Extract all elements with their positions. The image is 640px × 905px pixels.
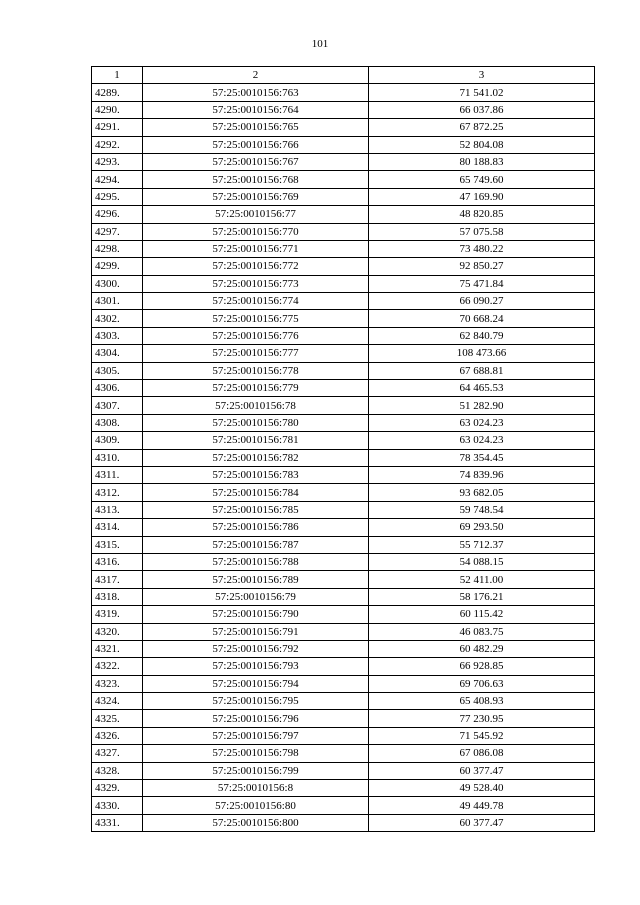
cadastral-id-cell: 57:25:0010156:77 bbox=[143, 206, 369, 223]
cadastral-id-cell: 57:25:0010156:776 bbox=[143, 327, 369, 344]
row-number-cell: 4295. bbox=[92, 188, 143, 205]
row-number-cell: 4323. bbox=[92, 675, 143, 692]
cadastral-id-cell: 57:25:0010156:773 bbox=[143, 275, 369, 292]
row-number-cell: 4314. bbox=[92, 519, 143, 536]
table-row bbox=[92, 171, 595, 188]
column-header-value: 3 bbox=[369, 67, 595, 84]
value-cell: 77 230.95 bbox=[369, 710, 595, 727]
value-cell: 71 545.92 bbox=[369, 727, 595, 744]
value-cell: 64 465.53 bbox=[369, 380, 595, 397]
cadastral-id-cell: 57:25:0010156:785 bbox=[143, 501, 369, 518]
table-header-row bbox=[92, 67, 595, 84]
table-row bbox=[92, 710, 595, 727]
table-body bbox=[92, 84, 595, 832]
cadastral-id-cell: 57:25:0010156:766 bbox=[143, 136, 369, 153]
value-cell: 78 354.45 bbox=[369, 449, 595, 466]
table-row bbox=[92, 814, 595, 831]
row-number-cell: 4299. bbox=[92, 258, 143, 275]
row-number-cell: 4289. bbox=[92, 84, 143, 101]
table-row bbox=[92, 275, 595, 292]
cadastral-id-cell: 57:25:0010156:790 bbox=[143, 606, 369, 623]
table-row bbox=[92, 119, 595, 136]
cadastral-id-cell: 57:25:0010156:795 bbox=[143, 693, 369, 710]
cadastral-id-cell: 57:25:0010156:796 bbox=[143, 710, 369, 727]
value-cell: 66 037.86 bbox=[369, 101, 595, 118]
row-number-cell: 4316. bbox=[92, 553, 143, 570]
cadastral-id-cell: 57:25:0010156:764 bbox=[143, 101, 369, 118]
value-cell: 48 820.85 bbox=[369, 206, 595, 223]
row-number-cell: 4300. bbox=[92, 275, 143, 292]
table-row bbox=[92, 762, 595, 779]
value-cell: 63 024.23 bbox=[369, 414, 595, 431]
value-cell: 62 840.79 bbox=[369, 327, 595, 344]
cadastral-id-cell: 57:25:0010156:798 bbox=[143, 745, 369, 762]
cadastral-id-cell: 57:25:0010156:768 bbox=[143, 171, 369, 188]
cadastral-id-cell: 57:25:0010156:781 bbox=[143, 432, 369, 449]
table-row bbox=[92, 414, 595, 431]
table-row bbox=[92, 519, 595, 536]
value-cell: 52 804.08 bbox=[369, 136, 595, 153]
row-number-cell: 4310. bbox=[92, 449, 143, 466]
row-number-cell: 4291. bbox=[92, 119, 143, 136]
cadastral-id-cell: 57:25:0010156:78 bbox=[143, 397, 369, 414]
cadastral-id-cell: 57:25:0010156:791 bbox=[143, 623, 369, 640]
column-header-number: 1 bbox=[92, 67, 143, 84]
table-row bbox=[92, 345, 595, 362]
row-number-cell: 4303. bbox=[92, 327, 143, 344]
value-cell: 67 086.08 bbox=[369, 745, 595, 762]
row-number-cell: 4297. bbox=[92, 223, 143, 240]
cadastral-id-cell: 57:25:0010156:788 bbox=[143, 553, 369, 570]
value-cell: 74 839.96 bbox=[369, 466, 595, 483]
table-row bbox=[92, 466, 595, 483]
value-cell: 54 088.15 bbox=[369, 553, 595, 570]
row-number-cell: 4309. bbox=[92, 432, 143, 449]
value-cell: 49 449.78 bbox=[369, 797, 595, 814]
value-cell: 70 668.24 bbox=[369, 310, 595, 327]
cadastral-id-cell: 57:25:0010156:763 bbox=[143, 84, 369, 101]
row-number-cell: 4292. bbox=[92, 136, 143, 153]
cadastral-id-cell: 57:25:0010156:799 bbox=[143, 762, 369, 779]
cadastral-id-cell: 57:25:0010156:787 bbox=[143, 536, 369, 553]
table-row bbox=[92, 727, 595, 744]
cadastral-id-cell: 57:25:0010156:794 bbox=[143, 675, 369, 692]
table-row bbox=[92, 536, 595, 553]
row-number-cell: 4327. bbox=[92, 745, 143, 762]
row-number-cell: 4293. bbox=[92, 153, 143, 170]
value-cell: 60 377.47 bbox=[369, 814, 595, 831]
cadastral-id-cell: 57:25:0010156:782 bbox=[143, 449, 369, 466]
value-cell: 55 712.37 bbox=[369, 536, 595, 553]
cadastral-id-cell: 57:25:0010156:765 bbox=[143, 119, 369, 136]
row-number-cell: 4294. bbox=[92, 171, 143, 188]
table-row bbox=[92, 623, 595, 640]
row-number-cell: 4313. bbox=[92, 501, 143, 518]
row-number-cell: 4296. bbox=[92, 206, 143, 223]
table-row bbox=[92, 293, 595, 310]
value-cell: 71 541.02 bbox=[369, 84, 595, 101]
table-row bbox=[92, 797, 595, 814]
cadastral-id-cell: 57:25:0010156:79 bbox=[143, 588, 369, 605]
table-row bbox=[92, 397, 595, 414]
table-row bbox=[92, 223, 595, 240]
table-row bbox=[92, 693, 595, 710]
value-cell: 60 115.42 bbox=[369, 606, 595, 623]
row-number-cell: 4315. bbox=[92, 536, 143, 553]
row-number-cell: 4317. bbox=[92, 571, 143, 588]
row-number-cell: 4328. bbox=[92, 762, 143, 779]
value-cell: 60 377.47 bbox=[369, 762, 595, 779]
row-number-cell: 4322. bbox=[92, 658, 143, 675]
cadastral-id-cell: 57:25:0010156:797 bbox=[143, 727, 369, 744]
cadastral-id-cell: 57:25:0010156:770 bbox=[143, 223, 369, 240]
table-row bbox=[92, 188, 595, 205]
table-row bbox=[92, 327, 595, 344]
table-row bbox=[92, 780, 595, 797]
cadastral-id-cell: 57:25:0010156:775 bbox=[143, 310, 369, 327]
row-number-cell: 4331. bbox=[92, 814, 143, 831]
table-row bbox=[92, 745, 595, 762]
value-cell: 47 169.90 bbox=[369, 188, 595, 205]
cadastral-id-cell: 57:25:0010156:783 bbox=[143, 466, 369, 483]
value-cell: 67 688.81 bbox=[369, 362, 595, 379]
table-row bbox=[92, 362, 595, 379]
table-row bbox=[92, 240, 595, 257]
row-number-cell: 4308. bbox=[92, 414, 143, 431]
cadastral-id-cell: 57:25:0010156:777 bbox=[143, 345, 369, 362]
cadastral-id-cell: 57:25:0010156:792 bbox=[143, 640, 369, 657]
cadastral-id-cell: 57:25:0010156:769 bbox=[143, 188, 369, 205]
value-cell: 65 408.93 bbox=[369, 693, 595, 710]
value-cell: 92 850.27 bbox=[369, 258, 595, 275]
row-number-cell: 4311. bbox=[92, 466, 143, 483]
row-number-cell: 4326. bbox=[92, 727, 143, 744]
value-cell: 51 282.90 bbox=[369, 397, 595, 414]
value-cell: 67 872.25 bbox=[369, 119, 595, 136]
row-number-cell: 4320. bbox=[92, 623, 143, 640]
value-cell: 66 928.85 bbox=[369, 658, 595, 675]
value-cell: 80 188.83 bbox=[369, 153, 595, 170]
cadastral-id-cell: 57:25:0010156:793 bbox=[143, 658, 369, 675]
row-number-cell: 4304. bbox=[92, 345, 143, 362]
row-number-cell: 4325. bbox=[92, 710, 143, 727]
value-cell: 66 090.27 bbox=[369, 293, 595, 310]
cadastral-id-cell: 57:25:0010156:784 bbox=[143, 484, 369, 501]
cadastral-id-cell: 57:25:0010156:772 bbox=[143, 258, 369, 275]
cadastral-id-cell: 57:25:0010156:778 bbox=[143, 362, 369, 379]
value-cell: 49 528.40 bbox=[369, 780, 595, 797]
row-number-cell: 4305. bbox=[92, 362, 143, 379]
table-row bbox=[92, 258, 595, 275]
table-row bbox=[92, 553, 595, 570]
row-number-cell: 4312. bbox=[92, 484, 143, 501]
column-header-cadastral-id: 2 bbox=[143, 67, 369, 84]
table-row bbox=[92, 588, 595, 605]
value-cell: 52 411.00 bbox=[369, 571, 595, 588]
row-number-cell: 4298. bbox=[92, 240, 143, 257]
row-number-cell: 4301. bbox=[92, 293, 143, 310]
table-row bbox=[92, 658, 595, 675]
table-row bbox=[92, 606, 595, 623]
value-cell: 69 706.63 bbox=[369, 675, 595, 692]
value-cell: 73 480.22 bbox=[369, 240, 595, 257]
row-number-cell: 4319. bbox=[92, 606, 143, 623]
cadastral-id-cell: 57:25:0010156:8 bbox=[143, 780, 369, 797]
cadastral-id-cell: 57:25:0010156:774 bbox=[143, 293, 369, 310]
row-number-cell: 4321. bbox=[92, 640, 143, 657]
table-row bbox=[92, 432, 595, 449]
row-number-cell: 4302. bbox=[92, 310, 143, 327]
cadastral-id-cell: 57:25:0010156:786 bbox=[143, 519, 369, 536]
value-cell: 75 471.84 bbox=[369, 275, 595, 292]
table-row bbox=[92, 501, 595, 518]
row-number-cell: 4318. bbox=[92, 588, 143, 605]
row-number-cell: 4306. bbox=[92, 380, 143, 397]
value-cell: 108 473.66 bbox=[369, 345, 595, 362]
value-cell: 63 024.23 bbox=[369, 432, 595, 449]
value-cell: 46 083.75 bbox=[369, 623, 595, 640]
table-row bbox=[92, 675, 595, 692]
table-row bbox=[92, 640, 595, 657]
table-row bbox=[92, 136, 595, 153]
cadastral-id-cell: 57:25:0010156:800 bbox=[143, 814, 369, 831]
cadastral-id-cell: 57:25:0010156:771 bbox=[143, 240, 369, 257]
table-row bbox=[92, 571, 595, 588]
row-number-cell: 4324. bbox=[92, 693, 143, 710]
value-cell: 69 293.50 bbox=[369, 519, 595, 536]
cadastral-id-cell: 57:25:0010156:779 bbox=[143, 380, 369, 397]
cadastral-table bbox=[91, 66, 595, 832]
page-number: 101 bbox=[311, 38, 329, 50]
table-row bbox=[92, 206, 595, 223]
table-row bbox=[92, 310, 595, 327]
row-number-cell: 4329. bbox=[92, 780, 143, 797]
table-row bbox=[92, 84, 595, 101]
value-cell: 57 075.58 bbox=[369, 223, 595, 240]
cadastral-id-cell: 57:25:0010156:789 bbox=[143, 571, 369, 588]
value-cell: 65 749.60 bbox=[369, 171, 595, 188]
table-row bbox=[92, 153, 595, 170]
value-cell: 58 176.21 bbox=[369, 588, 595, 605]
row-number-cell: 4290. bbox=[92, 101, 143, 118]
cadastral-id-cell: 57:25:0010156:780 bbox=[143, 414, 369, 431]
value-cell: 60 482.29 bbox=[369, 640, 595, 657]
row-number-cell: 4330. bbox=[92, 797, 143, 814]
table-row bbox=[92, 484, 595, 501]
table-row bbox=[92, 380, 595, 397]
value-cell: 59 748.54 bbox=[369, 501, 595, 518]
cadastral-id-cell: 57:25:0010156:767 bbox=[143, 153, 369, 170]
table-row bbox=[92, 449, 595, 466]
value-cell: 93 682.05 bbox=[369, 484, 595, 501]
cadastral-id-cell: 57:25:0010156:80 bbox=[143, 797, 369, 814]
row-number-cell: 4307. bbox=[92, 397, 143, 414]
table-row bbox=[92, 101, 595, 118]
